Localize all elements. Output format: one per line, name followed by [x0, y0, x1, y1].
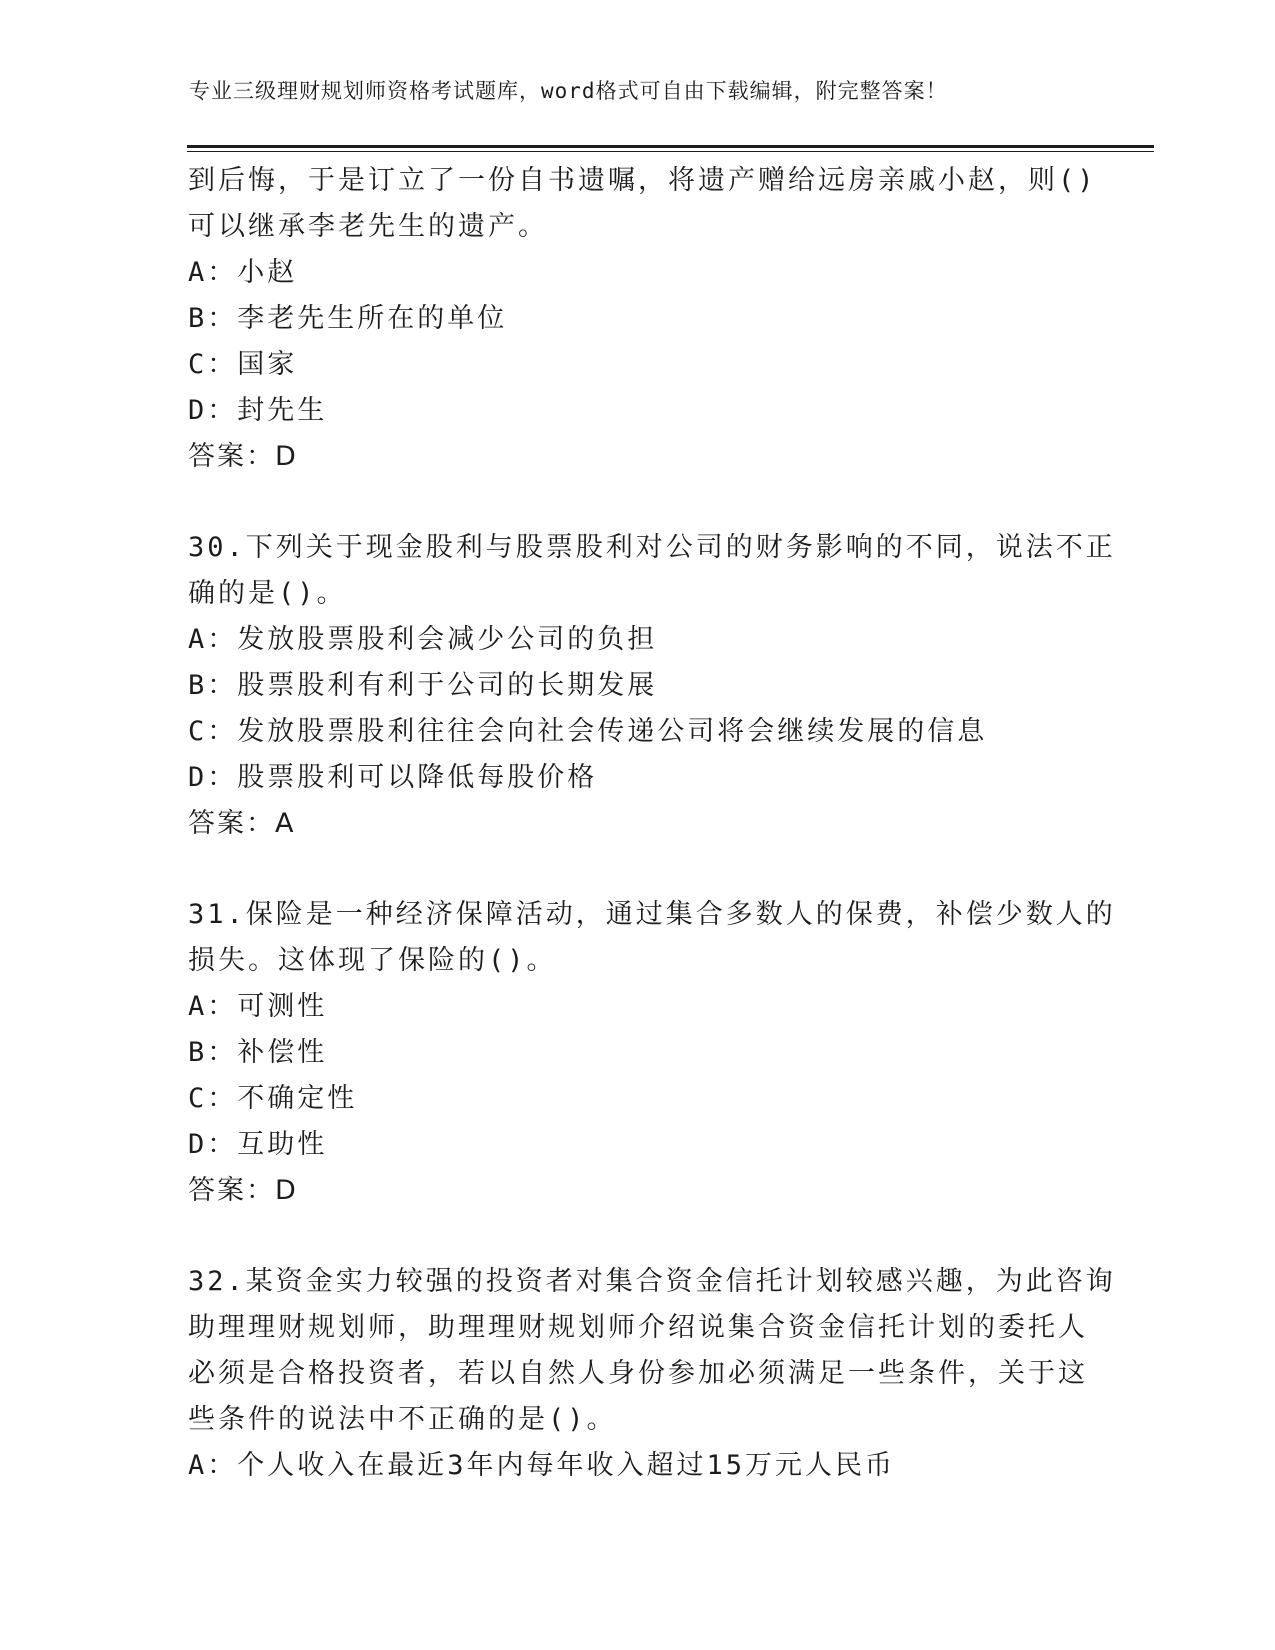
question-text-line: 31.保险是一种经济保障活动，通过集合多数人的保费，补偿少数人的 [188, 899, 1116, 930]
option-d: D：股票股利可以降低每股价格 [188, 762, 598, 793]
question-text-line: 30.下列关于现金股利与股票股利对公司的财务影响的不同，说法不正 [188, 532, 1116, 563]
option-a: A：可测性 [188, 991, 328, 1022]
option-c: C：国家 [188, 349, 298, 380]
question-text-line: 助理理财规划师，助理理财规划师介绍说集合资金信托计划的委托人 [188, 1312, 1088, 1343]
question-text-line: 些条件的说法中不正确的是()。 [188, 1404, 617, 1435]
answer-line: 答案：D [188, 441, 298, 472]
option-d: D：封先生 [188, 395, 328, 426]
question-30 [188, 525, 1116, 847]
question-text-line: 确的是()。 [188, 578, 347, 609]
answer-line: 答案：A [188, 808, 296, 839]
spacer [188, 1214, 1088, 1259]
page-header: 专业三级理财规划师资格考试题库，word格式可自由下载编辑，附完整答案！ [189, 79, 948, 103]
question-32 [188, 1259, 1116, 1489]
spacer [188, 847, 1088, 892]
answer-line: 答案：D [188, 1175, 298, 1206]
question-text-line: 损失。这体现了保险的()。 [188, 945, 557, 976]
option-c: C：不确定性 [188, 1083, 358, 1114]
option-d: D：互助性 [188, 1129, 328, 1160]
spacer [188, 480, 1088, 525]
header-rule-thick [187, 145, 1154, 148]
document-body [188, 158, 1116, 1489]
option-b: B：股票股利有利于公司的长期发展 [188, 670, 658, 701]
question-text-line: 到后悔，于是订立了一份自书遗嘱，将遗产赠给远房亲戚小赵，则() [188, 165, 1097, 196]
option-a: A：小赵 [188, 257, 298, 288]
option-a: A：发放股票股利会减少公司的负担 [188, 624, 658, 655]
option-c: C：发放股票股利往往会向社会传递公司将会继续发展的信息 [188, 716, 988, 747]
question-text-line: 可以继承李老先生的遗产。 [188, 211, 548, 242]
question-text-line: 必须是合格投资者，若以自然人身份参加必须满足一些条件，关于这 [188, 1358, 1088, 1389]
question-text-line: 32.某资金实力较强的投资者对集合资金信托计划较感兴趣，为此咨询 [188, 1266, 1116, 1297]
question-29 [188, 158, 1097, 480]
option-b: B：李老先生所在的单位 [188, 303, 508, 334]
question-31 [188, 892, 1116, 1214]
option-b: B：补偿性 [188, 1037, 328, 1068]
option-a: A：个人收入在最近3年内每年收入超过15万元人民币 [188, 1450, 896, 1481]
header-rule-thin [187, 151, 1154, 152]
